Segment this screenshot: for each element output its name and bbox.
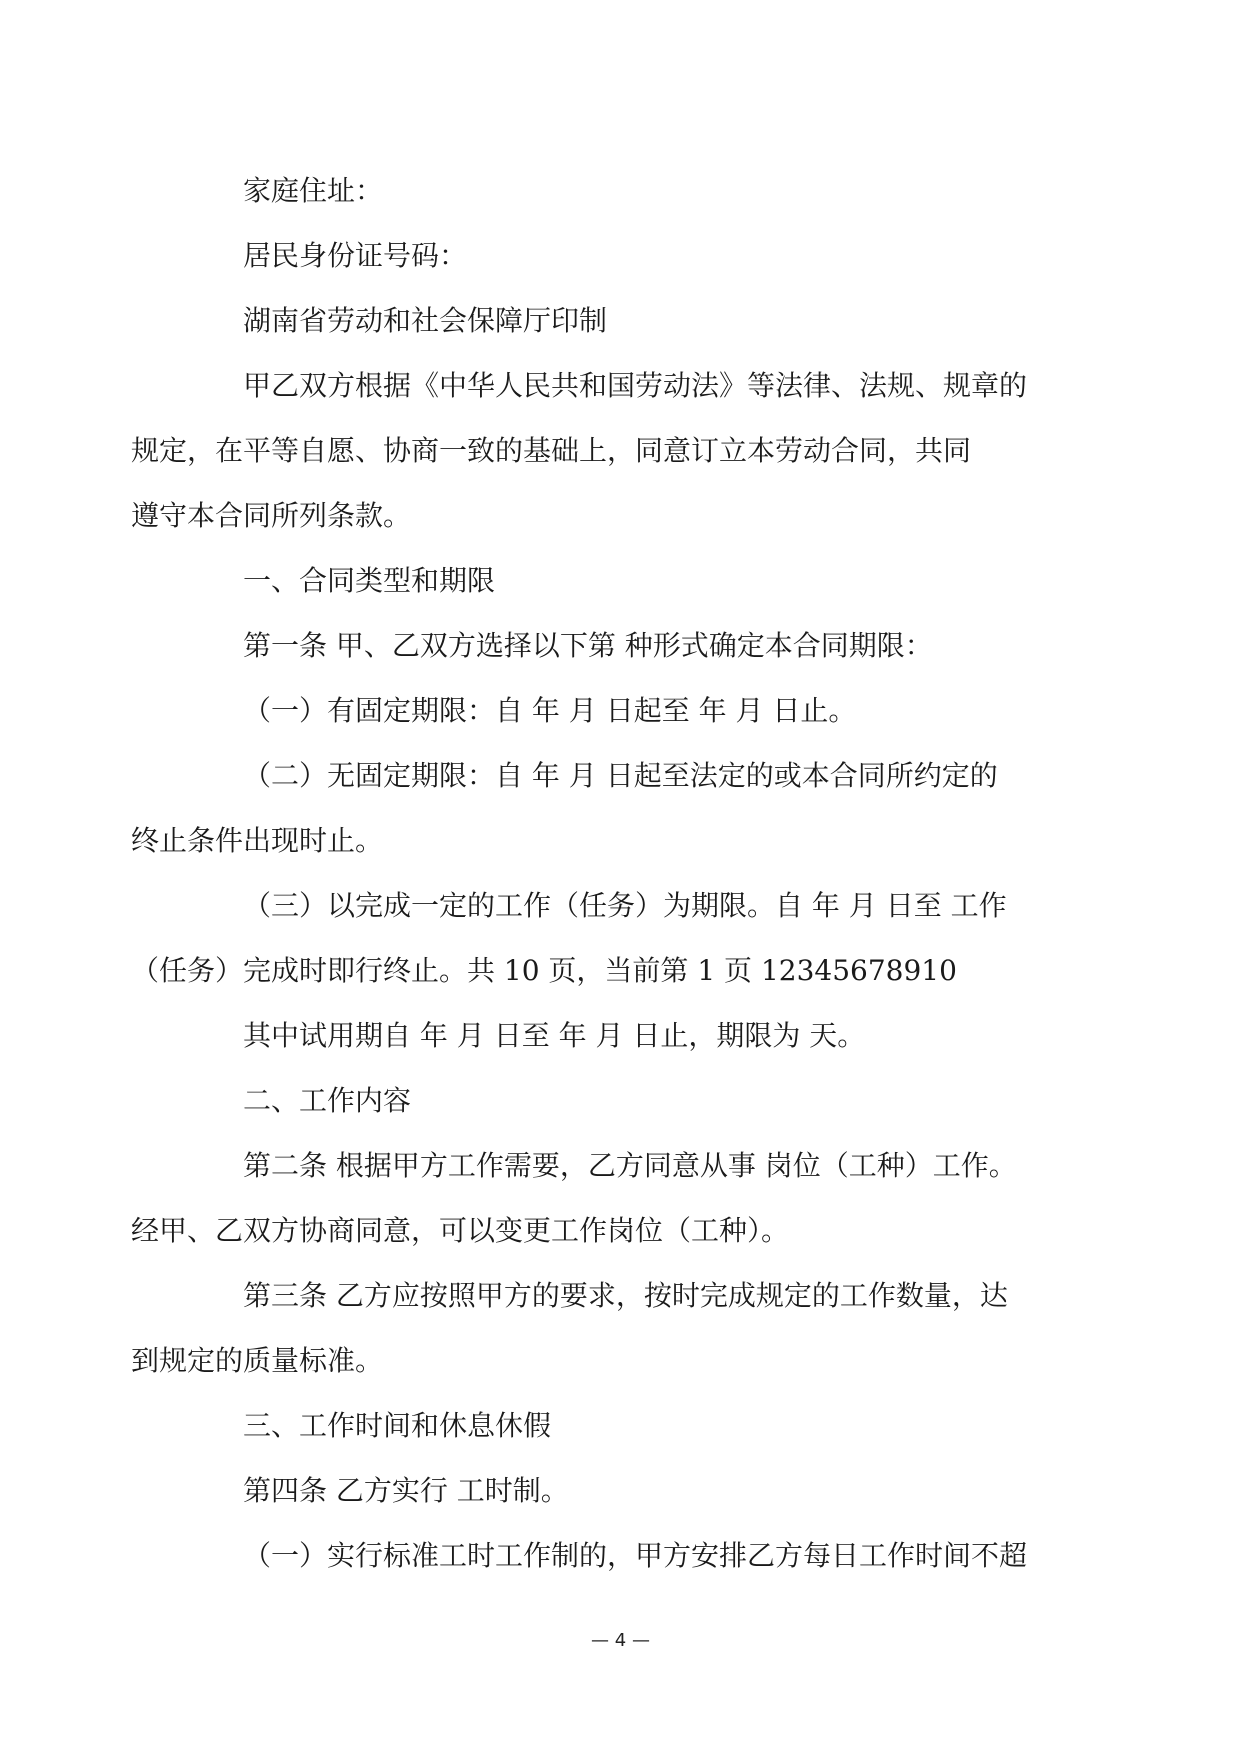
text-line: （任务）完成时即行终止。共 10 页，当前第 1 页 12345678910 [131,954,957,987]
text-line: 居民身份证号码： [243,239,468,272]
text-line: 经甲、乙双方协商同意，可以变更工作岗位（工种）。 [131,1214,790,1247]
clause-task-term [131,873,1057,1003]
section-heading-contract-type [187,548,1057,613]
clause-open-term [131,743,1057,873]
text-line: 一、合同类型和期限 [243,564,496,597]
text-line: （二）无固定期限：自 年 月 日起至法定的或本合同所约定的 [243,759,998,792]
text-line: 第三条 乙方应按照甲方的要求，按时完成规定的工作数量，达 [243,1279,1008,1312]
text-line: 三、工作时间和休息休假 [243,1409,552,1442]
paragraph-home-address [187,158,1057,223]
text-line: 遵守本合同所列条款。 [131,499,412,532]
text-line: 湖南省劳动和社会保障厅印制 [243,304,608,337]
clause-standard-hours [187,1523,1057,1588]
text-line: 终止条件出现时止。 [131,824,384,857]
text-line: 第一条 甲、乙双方选择以下第 种形式确定本合同期限： [243,629,933,662]
article-2 [131,1133,1057,1263]
paragraph-id-number [187,223,1057,288]
text-line: （一）有固定期限：自 年 月 日起至 年 月 日止。 [243,694,857,727]
text-line: 甲乙双方根据《中华人民共和国劳动法》等法律、法规、规章的 [243,369,1028,402]
clause-fixed-term [187,678,1057,743]
text-line: （一）实行标准工时工作制的，甲方安排乙方每日工作时间不超 [243,1539,1028,1572]
clause-probation [187,1003,1057,1068]
text-line: 其中试用期自 年 月 日至 年 月 日止，期限为 天。 [243,1019,866,1052]
text-line: 二、工作内容 [243,1084,412,1117]
text-line: 到规定的质量标准。 [131,1344,384,1377]
article-1 [187,613,1057,678]
article-3 [131,1263,1057,1393]
text-line: 第四条 乙方实行 工时制。 [243,1474,569,1507]
section-heading-work-hours [187,1393,1057,1458]
page-number: — 4 — [591,1630,650,1651]
article-4 [187,1458,1057,1523]
paragraph-printed-by [187,288,1057,353]
text-line: 第二条 根据甲方工作需要，乙方同意从事 岗位（工种）工作。 [243,1149,1017,1182]
section-heading-work-content [187,1068,1057,1133]
text-line: （三）以完成一定的工作（任务）为期限。自 年 月 日至 工作 [243,889,1007,922]
text-line: 家庭住址： [243,174,384,207]
text-line: 规定，在平等自愿、协商一致的基础上，同意订立本劳动合同，共同 [131,434,972,467]
paragraph-preamble [131,353,1057,548]
document-body [131,158,1057,1588]
